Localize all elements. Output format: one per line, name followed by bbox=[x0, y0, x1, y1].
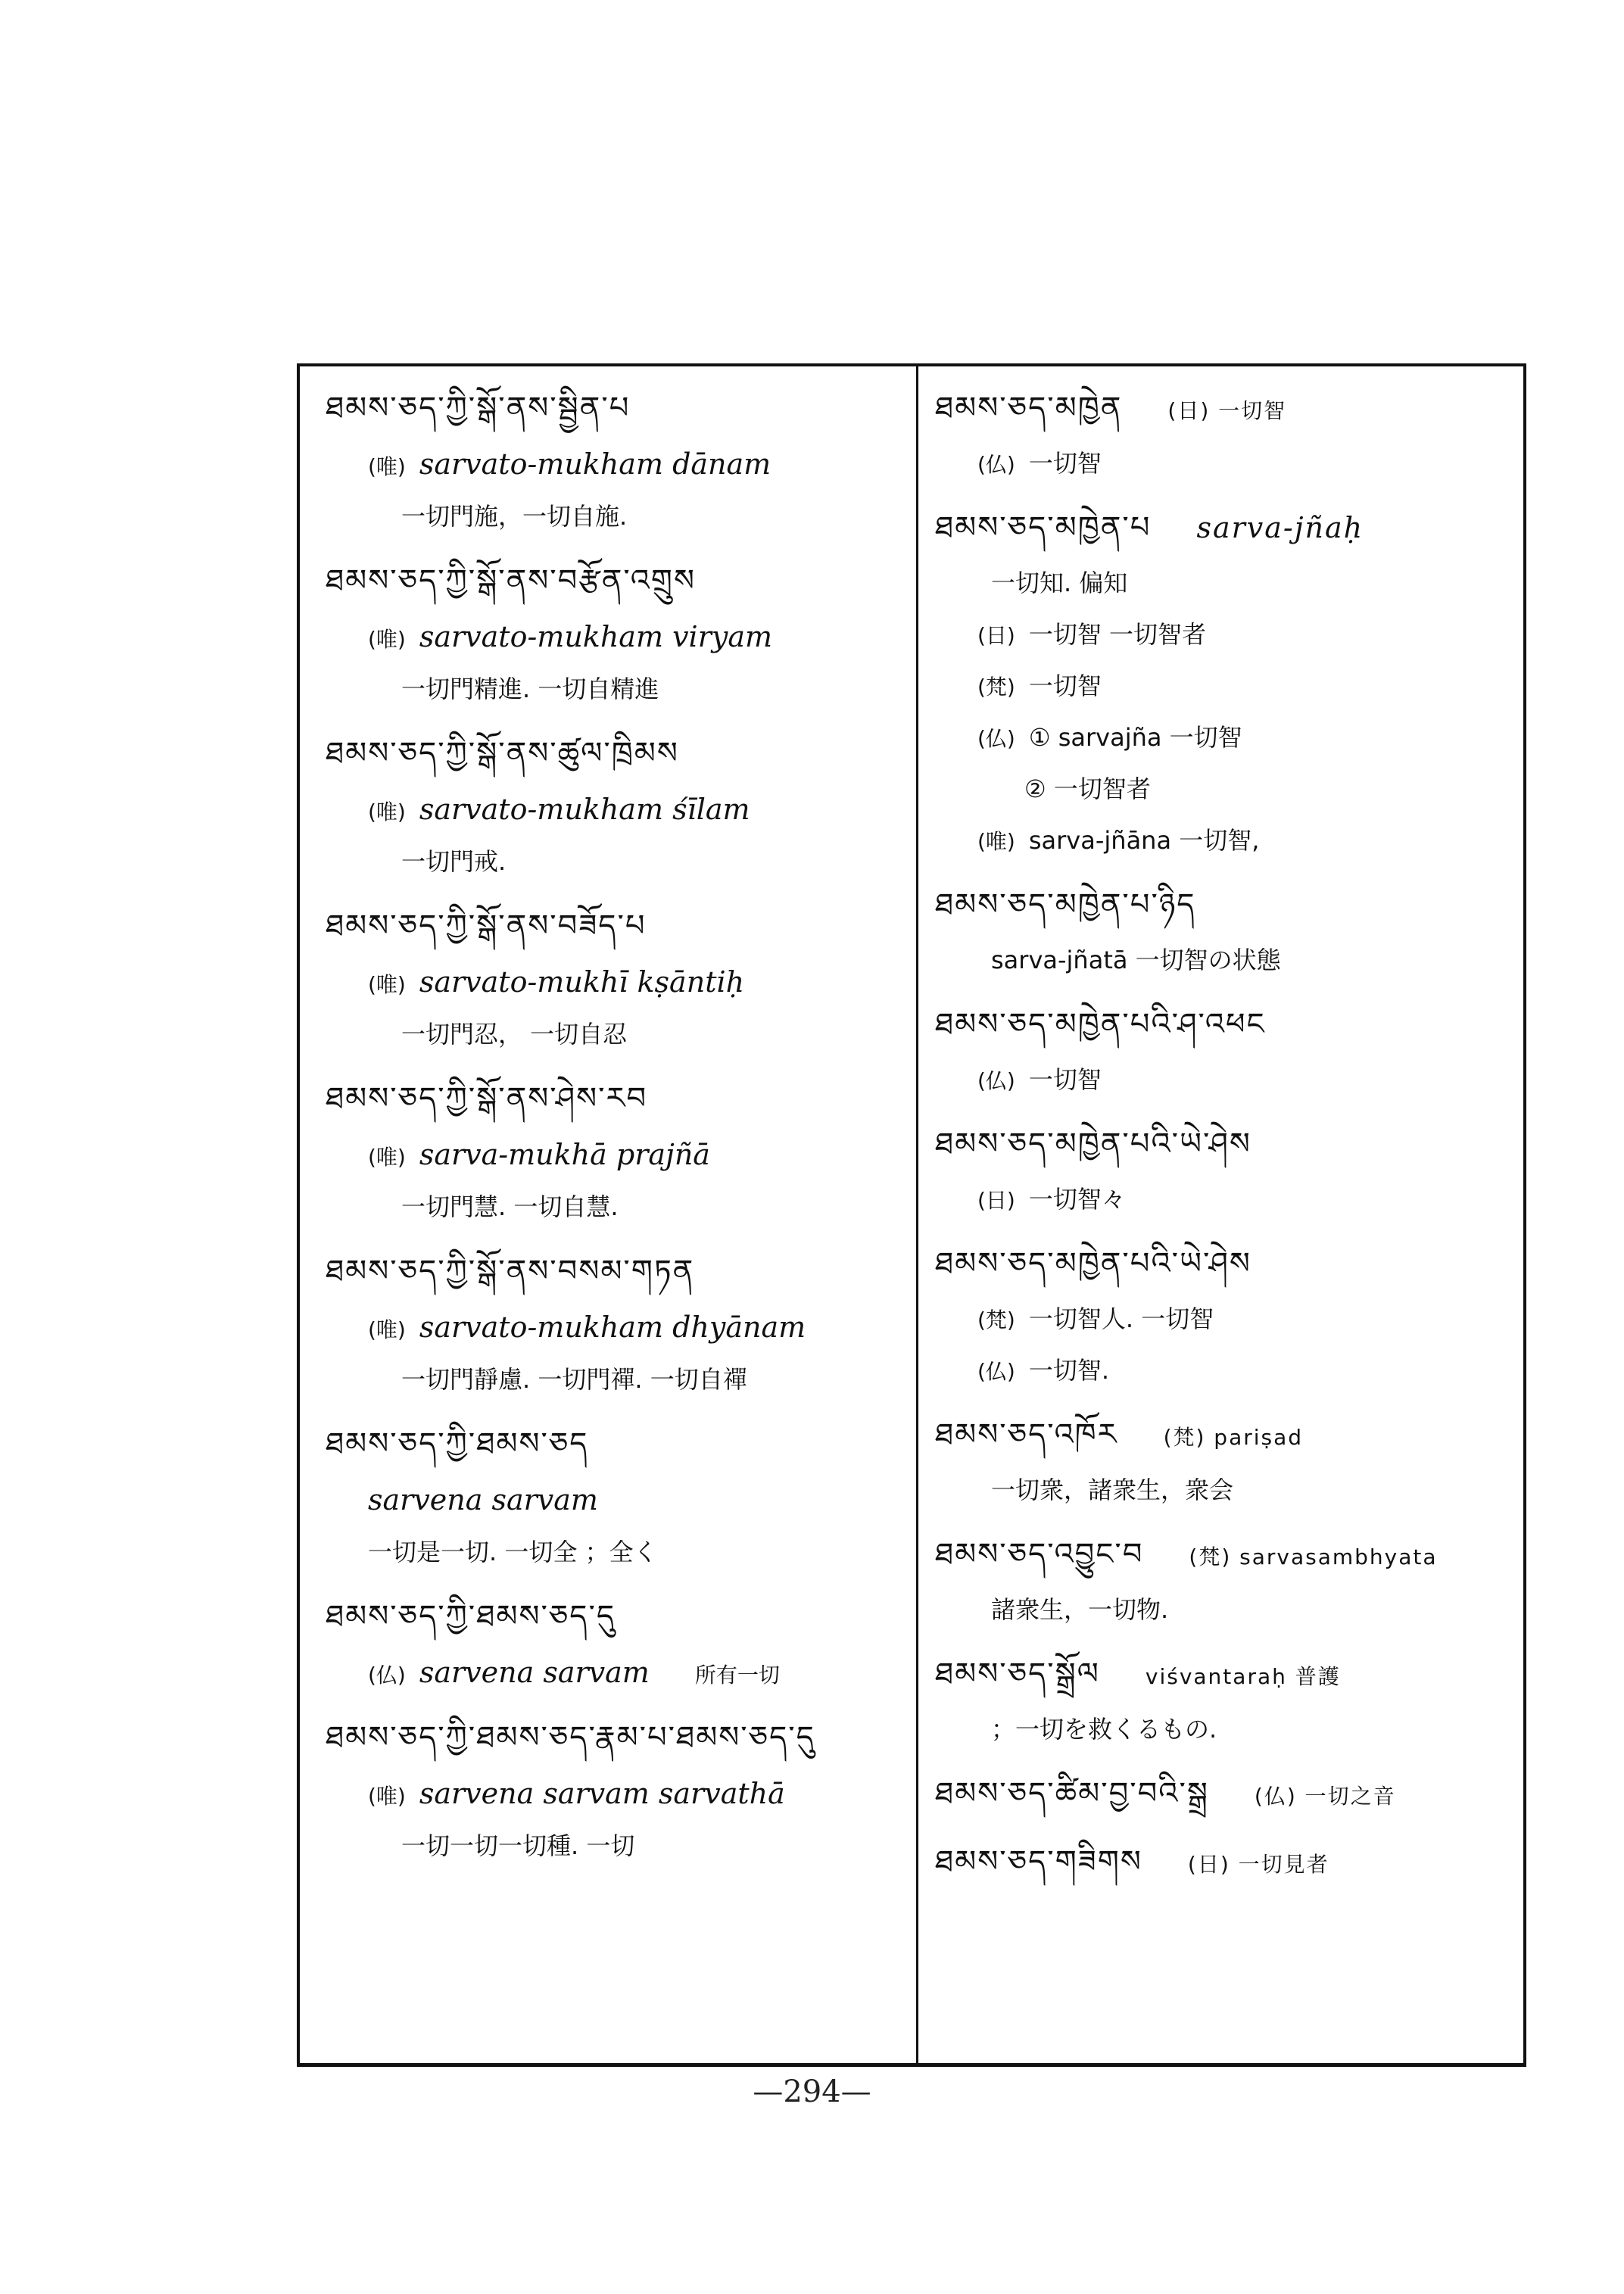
tibetan-headword bbox=[935, 379, 1518, 438]
romanized-line bbox=[326, 783, 901, 836]
headword-suffix: (日) 一切智 bbox=[1167, 398, 1287, 423]
gloss-text: 一切知. 偏知 bbox=[991, 569, 1128, 597]
romanized-line bbox=[326, 1767, 901, 1820]
gloss-line bbox=[935, 1703, 1518, 1755]
source-tag: (日) bbox=[977, 623, 1015, 648]
headword-suffix: viśvantaraḥ 普護 bbox=[1145, 1664, 1341, 1689]
source-tag: (仏) bbox=[977, 726, 1015, 751]
gloss-line: 一切門精進. 一切自精進 bbox=[401, 675, 659, 703]
page-number: —294— bbox=[753, 2074, 871, 2109]
tibetan-headword: ཐམས་ཅད་ཀྱི་ཐམས་ཅད་རྣམ་པ་ཐམས་ཅད་དུ bbox=[326, 1720, 815, 1755]
tibetan-headword: ཐམས་ཅད་ཀྱི་སྒོ་ནས་བཟོད་པ bbox=[326, 909, 647, 943]
gloss-line bbox=[935, 934, 1518, 986]
gloss-line bbox=[935, 1293, 1518, 1345]
tibetan-headword: ཐམས་ཅད་ཀྱི་ཐམས་ཅད bbox=[326, 1426, 589, 1461]
gloss-text: ② 一切智者 bbox=[1024, 775, 1151, 803]
tibetan-headword: ཐམས་ཅད་ཀྱི་སྒོ་ནས་སྦྱིན་པ bbox=[326, 391, 631, 425]
tibetan-headword: ཐམས་ཅད་མཁྱེན་པ་ཉིད bbox=[935, 887, 1196, 922]
headword-suffix: (梵) sarvasambhyata bbox=[1189, 1544, 1438, 1569]
gloss-line: 一切門忍， 一切自忍 bbox=[401, 1020, 628, 1049]
romanized-text: sarvena sarvam sarvathā bbox=[419, 1777, 785, 1810]
dictionary-entry bbox=[935, 498, 1518, 866]
headword-suffix: (日) 一切見者 bbox=[1187, 1852, 1329, 1877]
tibetan-headword: ཐམས་ཅད་ཀྱི་སྒོ་ནས་བརྩོན་འགྲུས bbox=[326, 563, 696, 598]
gloss-line bbox=[935, 1173, 1518, 1225]
gloss-line bbox=[935, 438, 1518, 489]
dictionary-entry bbox=[935, 875, 1518, 986]
romanized-text: sarvato-mukham viryam bbox=[419, 620, 773, 653]
gloss-text: 諸衆生，一切物. bbox=[991, 1595, 1169, 1624]
tibetan-headword bbox=[935, 498, 1518, 557]
gloss-line: 一切門靜慮. 一切門禪. 一切自禪 bbox=[401, 1365, 747, 1394]
headword-suffix: (仏) 一切之音 bbox=[1254, 1784, 1396, 1809]
tibetan-headword bbox=[935, 1764, 1518, 1823]
dictionary-entry bbox=[326, 1069, 901, 1233]
tibetan-text: ཐམས་ཅད་གཟིགས bbox=[935, 1844, 1142, 1879]
gloss-text: 一切智 bbox=[1028, 449, 1102, 478]
source-tag: (仏) bbox=[977, 1359, 1015, 1384]
dictionary-entry bbox=[326, 1708, 901, 1872]
tibetan-headword bbox=[935, 1405, 1518, 1464]
gloss-inline: 所有一切 bbox=[694, 1663, 780, 1688]
dictionary-entry bbox=[326, 896, 901, 1060]
gloss-text: sarva-jñatā 一切智の状態 bbox=[991, 946, 1281, 974]
dictionary-entry bbox=[326, 1414, 901, 1578]
romanized-line bbox=[326, 1128, 901, 1181]
tibetan-text: ཐམས་ཅད་མཁྱེན་པ bbox=[935, 510, 1152, 545]
romanized-text: sarvato-mukhī kṣāntiḥ bbox=[419, 965, 745, 999]
column-divider bbox=[916, 363, 918, 2067]
dictionary-entry bbox=[326, 1242, 901, 1405]
tibetan-text: ཐམས་ཅད་སྒྲོལ bbox=[935, 1657, 1100, 1691]
headword-suffix: (梵) pariṣad bbox=[1163, 1425, 1304, 1450]
dictionary-entry bbox=[935, 995, 1518, 1105]
source-tag: (唯) bbox=[368, 1317, 406, 1342]
dictionary-entry bbox=[935, 1525, 1518, 1635]
dictionary-entry bbox=[935, 1114, 1518, 1225]
left-column bbox=[326, 379, 901, 1872]
source-tag: (梵) bbox=[977, 675, 1015, 700]
gloss-line: 一切一切一切種. 一切 bbox=[401, 1831, 635, 1860]
romanized-text: sarvato-mukham śīlam bbox=[419, 793, 750, 826]
tibetan-headword: ཐམས་ཅད་མཁྱེན་པའི་ཡེ་ཤེས bbox=[935, 1246, 1252, 1281]
tibetan-headword bbox=[935, 1644, 1518, 1703]
romanized-line bbox=[326, 438, 901, 491]
dictionary-entry bbox=[935, 1832, 1518, 1891]
romanized-text: sarvato-mukham dhyānam bbox=[419, 1311, 806, 1344]
tibetan-headword: ཐམས་ཅད་མཁྱེན་པའི་ཤ་འཕང bbox=[935, 1007, 1266, 1042]
tibetan-text: ཐམས་ཅད་ཚིམ་བྱ་བའི་སྒྲ bbox=[935, 1776, 1209, 1811]
dictionary-entry bbox=[935, 379, 1518, 489]
source-tag: (唯) bbox=[368, 972, 406, 997]
tibetan-headword: ཐམས་ཅད་ཀྱི་སྒོ་ནས་ཤེས་རབ bbox=[326, 1081, 648, 1116]
dictionary-entry bbox=[326, 724, 901, 887]
source-tag: (日) bbox=[977, 1188, 1015, 1213]
source-tag: (仏) bbox=[368, 1663, 406, 1688]
romanized-line bbox=[326, 955, 901, 1008]
gloss-line bbox=[935, 763, 1518, 815]
gloss-text: 一切智々 bbox=[1028, 1185, 1126, 1214]
romanized-line bbox=[326, 1473, 901, 1526]
dictionary-entry bbox=[326, 1587, 901, 1699]
dictionary-entry bbox=[326, 551, 901, 715]
dictionary-entry bbox=[935, 1764, 1518, 1823]
romanized-inline: sarva-jñaḥ bbox=[1196, 511, 1364, 544]
gloss-text: 一切智. bbox=[1028, 1356, 1110, 1385]
gloss-line bbox=[935, 660, 1518, 712]
tibetan-text: ཐམས་ཅད་མཁྱེན bbox=[935, 391, 1123, 425]
gloss-line bbox=[935, 712, 1518, 763]
dictionary-entry bbox=[935, 1234, 1518, 1396]
gloss-line: 一切門戒. bbox=[401, 847, 507, 876]
gloss-text: 一切智 bbox=[1028, 1065, 1102, 1094]
gloss-line bbox=[935, 557, 1518, 609]
tibetan-headword: ཐམས་ཅད་ཀྱི་ཐམས་ཅད་དུ bbox=[326, 1599, 616, 1634]
dictionary-entry bbox=[935, 1644, 1518, 1755]
tibetan-headword: ཐམས་ཅད་མཁྱེན་པའི་ཡེ་ཤེས bbox=[935, 1127, 1252, 1161]
dictionary-entry bbox=[935, 1405, 1518, 1516]
source-tag: (梵) bbox=[977, 1308, 1015, 1332]
gloss-text: 一切衆，諸衆生，衆会 bbox=[991, 1476, 1234, 1504]
tibetan-text: ཐམས་ཅད་འཁོར bbox=[935, 1417, 1118, 1452]
source-tag: (唯) bbox=[977, 829, 1015, 854]
source-tag: (仏) bbox=[977, 1068, 1015, 1093]
gloss-line bbox=[935, 1054, 1518, 1105]
gloss-text: 一切智 一切智者 bbox=[1028, 620, 1207, 649]
tibetan-headword: ཐམས་ཅད་ཀྱི་སྒོ་ནས་ཚུལ་ཁྲིམས bbox=[326, 736, 679, 771]
romanized-line bbox=[326, 610, 901, 663]
gloss-text: 一切智人. 一切智 bbox=[1028, 1304, 1214, 1333]
source-tag: (唯) bbox=[368, 1784, 406, 1809]
gloss-line bbox=[935, 1584, 1518, 1635]
tibetan-text: ཐམས་ཅད་འབྱུང་བ bbox=[935, 1537, 1144, 1572]
tibetan-headword: ཐམས་ཅད་ཀྱི་སྒོ་ནས་བསམ་གཏན bbox=[326, 1254, 695, 1289]
gloss-text: 一切智 bbox=[1028, 672, 1102, 700]
romanized-text: sarvato-mukham dānam bbox=[419, 447, 771, 481]
romanized-text: sarvena sarvam bbox=[368, 1483, 598, 1516]
source-tag: (唯) bbox=[368, 454, 406, 479]
right-column bbox=[935, 379, 1518, 1891]
romanized-text: sarvena sarvam bbox=[419, 1656, 650, 1689]
gloss-line bbox=[935, 815, 1518, 866]
romanized-text: sarva-mukhā prajñā bbox=[419, 1138, 710, 1171]
gloss-line bbox=[935, 609, 1518, 660]
gloss-line bbox=[935, 1345, 1518, 1396]
gloss-text: ① sarvajña 一切智 bbox=[1028, 723, 1242, 752]
gloss-text: sarva-jñāna 一切智, bbox=[1028, 826, 1260, 855]
source-tag: (唯) bbox=[368, 627, 406, 652]
tibetan-headword bbox=[935, 1525, 1518, 1584]
gloss-text: ；一切を救くるもの. bbox=[991, 1715, 1217, 1744]
gloss-line: 一切是一切. 一切全 ；全く bbox=[368, 1538, 658, 1566]
source-tag: (唯) bbox=[368, 1145, 406, 1170]
gloss-line bbox=[935, 1464, 1518, 1516]
tibetan-headword bbox=[935, 1832, 1518, 1891]
gloss-line: 一切門慧. 一切自慧. bbox=[401, 1192, 619, 1221]
romanized-line bbox=[326, 1301, 901, 1354]
romanized-line bbox=[326, 1646, 901, 1699]
source-tag: (唯) bbox=[368, 799, 406, 824]
dictionary-entry bbox=[326, 379, 901, 542]
source-tag: (仏) bbox=[977, 452, 1015, 477]
gloss-line: 一切門施，一切自施. bbox=[401, 502, 628, 531]
